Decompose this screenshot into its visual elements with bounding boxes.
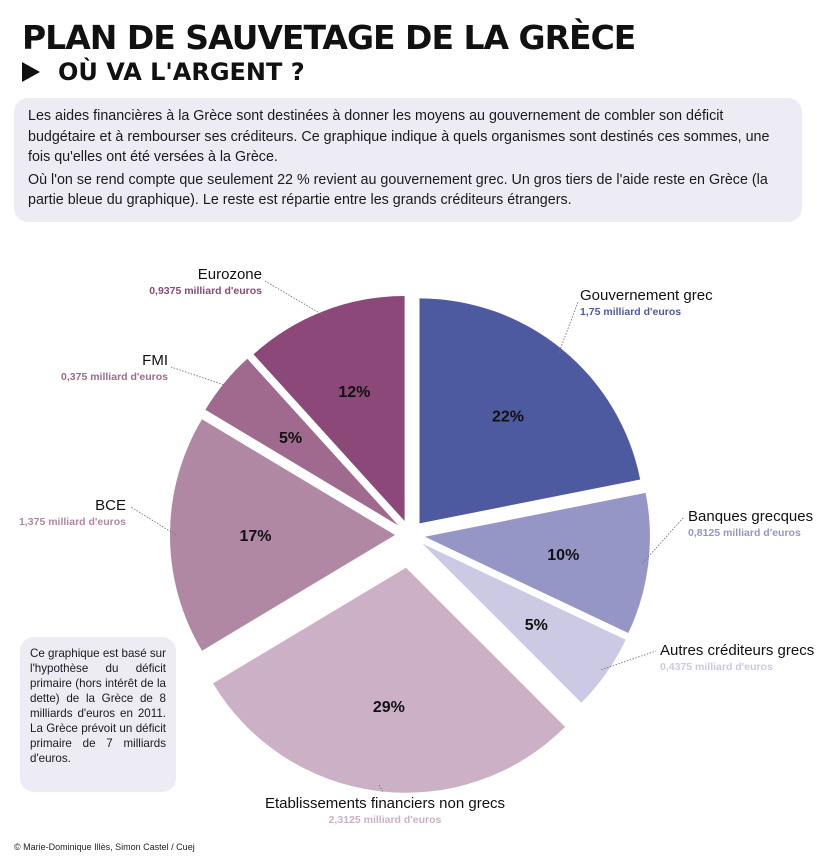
slice-percent-eurozone: 12%	[338, 383, 371, 401]
slice-amount-autres-crediteurs-grecs: 0,4375 milliard d'euros	[660, 661, 773, 673]
copyright: © Marie-Dominique Illès, Simon Castel / Cuej	[14, 842, 195, 852]
leader-line-fmi	[171, 367, 229, 387]
slice-amount-bce: 1,375 milliard d'euros	[19, 516, 126, 528]
intro-paragraph-2: Où l'on se rend compte que seulement 22 % revient au gouvernement grec. Un gros tiers de l'aide reste en Grèce (la partie bleue du graphique). Le reste est répartie entre les grands créditeurs étrangers.	[28, 171, 768, 208]
leader-line-bce	[131, 507, 176, 535]
slice-amount-etablissements-financiers-non-grecs: 2,3125 milliard d'euros	[328, 814, 442, 826]
assumption-note: Ce graphique est basé sur l'hypothèse du déficit primaire (hors intérêt de la dette) de la Grèce de 8 milliards d'euros en 2011. La Grèce prévoit un déficit primaire de 7 milliards d'euros.	[20, 637, 176, 792]
page-title: PLAN DE SAUVETAGE DE LA GRÈCE	[22, 18, 636, 57]
slice-label-autres-crediteurs-grecs: Autres créditeurs grecs	[660, 642, 815, 659]
slice-amount-eurozone: 0,9375 milliard d'euros	[149, 285, 262, 297]
slice-percent-bce: 17%	[239, 528, 272, 545]
slice-label-etablissements-financiers-non-grecs: Etablissements financiers non grecs	[264, 795, 506, 812]
leader-line-eurozone	[265, 281, 326, 317]
slice-percent-fmi: 5%	[279, 430, 303, 447]
subtitle-text: OÙ VA L'ARGENT ?	[58, 58, 305, 86]
slice-label-bce: BCE	[95, 497, 126, 514]
slice-percent-gouvernement-grec: 22%	[491, 408, 525, 426]
slice-percent-banques-grecques: 10%	[547, 546, 580, 564]
slice-label-gouvernement-grec: Gouvernement grec	[580, 287, 713, 304]
slice-label-banques-grecques: Banques grecques	[688, 508, 814, 525]
intro-paragraph-1: Les aides financières à la Grèce sont destinées à donner les moyens au gouvernement de combler son déficit budgétaire et à rembourser ses créditeurs. Ce graphique indique à quels organismes sont destinés ces sommes, une fois qu'elles ont été versées à la Grèce.	[28, 108, 770, 165]
slice-label-eurozone: Eurozone	[197, 266, 262, 283]
slice-amount-banques-grecques: 0,8125 milliard d'euros	[688, 527, 801, 539]
leader-line-gouvernement-grec	[558, 302, 578, 354]
slice-label-fmi: FMI	[142, 352, 168, 369]
pie-slice-gouvernement-grec	[420, 298, 641, 523]
slice-amount-gouvernement-grec: 1,75 milliard d'euros	[580, 306, 682, 318]
slice-amount-fmi: 0,375 milliard d'euros	[61, 371, 168, 383]
slice-percent-autres-crediteurs-grecs: 5%	[524, 617, 548, 634]
slice-percent-etablissements-financiers-non-grecs: 29%	[372, 699, 405, 717]
